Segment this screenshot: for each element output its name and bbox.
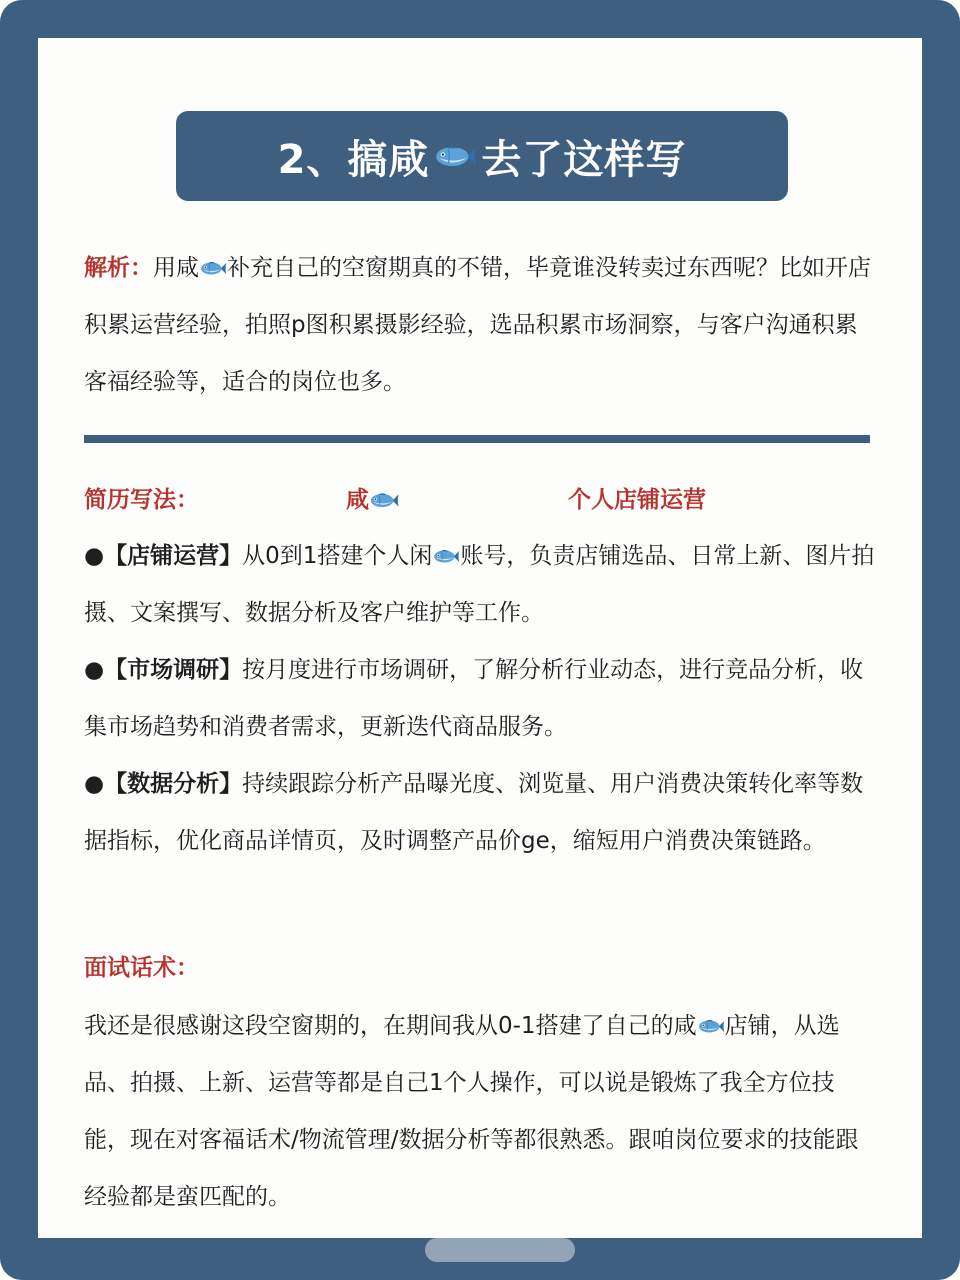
interview-text-2: 店铺，从选品、拍摄、上新、运营等都是自己1个人操作，可以说是锻炼了我全方位技能，现在对客福话术/物流管理/数据分析等都很熟悉。跟咱岗位要求的技能跟经验都是蛮匹配的。 — [84, 1013, 859, 1210]
fish-icon — [697, 1018, 725, 1035]
title-prefix: 2、搞咸 — [277, 136, 430, 183]
bullet-text-2: 账号，负责店铺选品、日常上新、图片拍摄、文案撰写、数据分析及客户维护等工作。 — [84, 543, 875, 626]
bullet-text: 持续跟踪分析产品曝光度、浏览量、用户消费决策转化率等数据指标，优化商品详情页，及时调整产品价ge，缩短用户消费决策链路。 — [84, 771, 864, 854]
fish-icon — [432, 548, 460, 565]
analysis-label: 解析： — [84, 255, 153, 281]
analysis-paragraph — [84, 240, 876, 411]
bullet-dot: ● — [84, 771, 105, 797]
section-divider — [84, 435, 870, 443]
resume-bullet-item — [84, 642, 876, 756]
resume-bullet-item — [84, 528, 876, 642]
interview-label: 面试话术： — [84, 955, 199, 981]
interview-text-1: 我还是很感谢这段空窗期的，在期间我从0-1搭建了自己的咸 — [84, 1013, 697, 1039]
bullet-tag: 【店铺运营】 — [104, 543, 243, 569]
bullet-tag: 【数据分析】 — [104, 771, 243, 797]
resume-job-title: 个人店铺运营 — [568, 487, 706, 513]
resume-label: 简历写法： — [84, 487, 199, 513]
fish-icon — [199, 260, 227, 277]
page-title — [176, 111, 788, 201]
bullet-text: 按月度进行市场调研，了解分析行业动态，进行竞品分析，收集市场趋势和消费者需求，更新迭代商品服务。 — [84, 657, 864, 740]
resume-platform-text: 咸 — [346, 487, 369, 513]
interview-paragraph — [84, 998, 876, 1226]
analysis-text-2: 补充自己的空窗期真的不错，毕竟谁没转卖过东西呢？比如开店积累运营经验，拍照p图积累摄影经验，选品积累市场洞察，与客户沟通积累客福经验等，适合的岗位也多。 — [84, 255, 871, 395]
bullet-dot: ● — [84, 543, 105, 569]
bullet-text-1: 从0到1搭建个人闲 — [242, 543, 433, 569]
resume-platform — [346, 478, 399, 522]
bullet-dot: ● — [84, 657, 105, 683]
analysis-text-1: 用咸 — [153, 255, 199, 281]
title-suffix: 去了这样写 — [481, 136, 687, 183]
resume-bullet-item — [84, 756, 876, 870]
watermark — [425, 1238, 575, 1262]
fish-icon — [433, 143, 477, 170]
fish-icon — [369, 491, 399, 510]
bullet-tag: 【市场调研】 — [104, 657, 243, 683]
